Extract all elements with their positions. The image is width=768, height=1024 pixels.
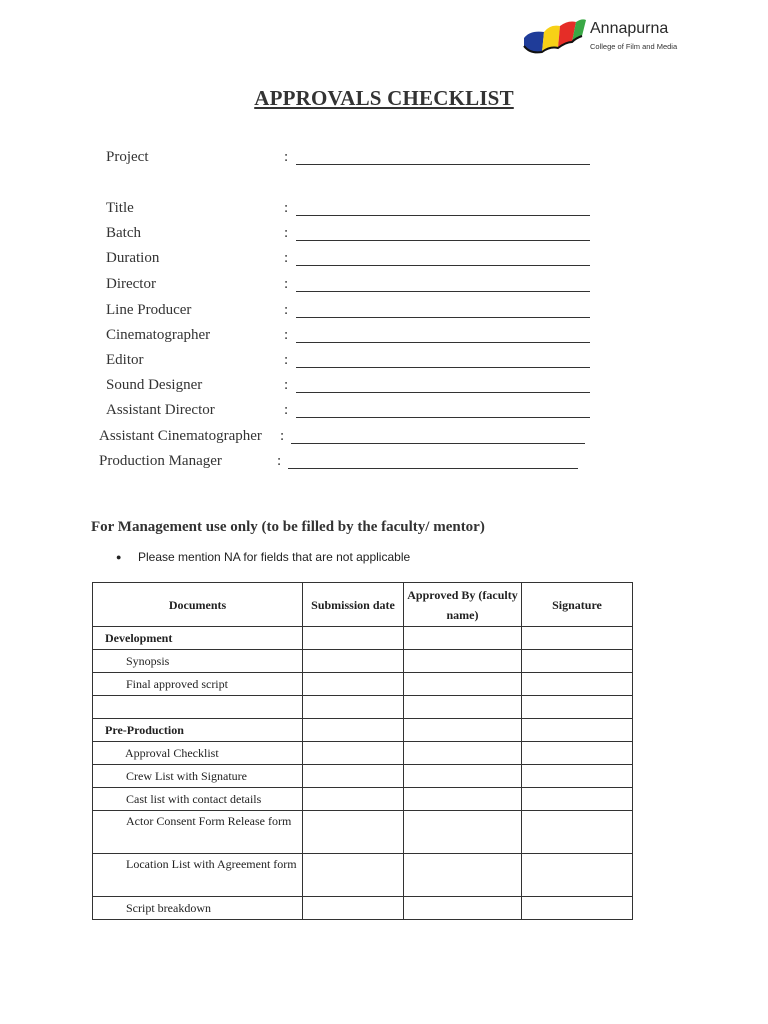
signature-cell[interactable] [522, 854, 633, 897]
field-label: Assistant Director [106, 402, 215, 418]
assistant-cinematographer-input-line[interactable] [291, 443, 585, 444]
submission-date-cell[interactable] [303, 788, 404, 811]
section-label: Development [93, 627, 303, 650]
table-header-row [93, 583, 633, 627]
field-colon: : [284, 352, 289, 368]
field-label: Project [106, 149, 149, 165]
document-label: Synopsis [93, 650, 303, 673]
sound-designer-input-line[interactable] [296, 392, 590, 393]
submission-date-cell[interactable] [303, 742, 404, 765]
approved-by-cell[interactable] [404, 742, 522, 765]
signature-cell[interactable] [522, 650, 633, 673]
table-row [93, 719, 633, 742]
signature-cell[interactable] [522, 673, 633, 696]
field-colon: : [284, 225, 289, 241]
college-logo [520, 16, 680, 60]
table-row [93, 811, 633, 854]
field-label: Director [106, 276, 156, 292]
cinematographer-input-line[interactable] [296, 342, 590, 343]
header-documents: Documents [93, 583, 303, 627]
submission-date-cell[interactable] [303, 854, 404, 897]
signature-cell[interactable] [522, 742, 633, 765]
signature-cell[interactable] [522, 765, 633, 788]
signature-cell[interactable] [522, 897, 633, 920]
table-row [93, 765, 633, 788]
submission-date-cell[interactable] [303, 897, 404, 920]
field-colon: : [284, 276, 289, 292]
logo-name: Annapurna [590, 20, 669, 37]
table-row [93, 673, 633, 696]
table-row [93, 627, 633, 650]
field-colon: : [284, 200, 289, 216]
director-input-line[interactable] [296, 291, 590, 292]
header-approved-by: Approved By (faculty name) [404, 583, 522, 627]
submission-date-cell[interactable] [303, 696, 404, 719]
approved-by-cell[interactable] [404, 788, 522, 811]
field-label: Duration [106, 250, 160, 266]
table-row [93, 854, 633, 897]
document-label: Location List with Agreement form [93, 854, 303, 897]
approved-by-cell[interactable] [404, 854, 522, 897]
bullet-icon: ● [116, 552, 122, 562]
document-label: Crew List with Signature [93, 765, 303, 788]
editor-input-line[interactable] [296, 367, 590, 368]
production-manager-input-line[interactable] [288, 468, 578, 469]
submission-date-cell[interactable] [303, 765, 404, 788]
line-producer-input-line[interactable] [296, 317, 590, 318]
duration-input-line[interactable] [296, 265, 590, 266]
header-signature: Signature [522, 583, 633, 627]
project-input-line[interactable] [296, 164, 590, 165]
field-label: Sound Designer [106, 377, 203, 393]
field-label: Title [106, 200, 134, 216]
signature-cell[interactable] [522, 627, 633, 650]
approved-by-cell[interactable] [404, 696, 522, 719]
field-label: Cinematographer [106, 327, 211, 343]
submission-date-cell[interactable] [303, 627, 404, 650]
field-colon: : [284, 402, 289, 418]
approvals-table [92, 582, 633, 920]
table-row [93, 897, 633, 920]
field-colon: : [284, 149, 289, 165]
field-colon: : [284, 302, 289, 318]
field-label: Production Manager [99, 453, 222, 469]
approved-by-cell[interactable] [404, 627, 522, 650]
management-heading: For Management use only (to be filled by the faculty/ mentor) [91, 519, 485, 535]
field-label: Line Producer [106, 302, 192, 318]
field-label: Assistant Cinematographer [99, 428, 262, 444]
section-label: Pre-Production [93, 719, 303, 742]
approved-by-cell[interactable] [404, 897, 522, 920]
field-label: Batch [106, 225, 141, 241]
note-text: Please mention NA for fields that are not applicable [138, 550, 411, 564]
approved-by-cell[interactable] [404, 673, 522, 696]
field-colon: : [284, 250, 289, 266]
table-row [93, 742, 633, 765]
header-submission-date: Submission date [303, 583, 404, 627]
signature-cell[interactable] [522, 719, 633, 742]
approved-by-cell[interactable] [404, 811, 522, 854]
submission-date-cell[interactable] [303, 811, 404, 854]
document-label: Approval Checklist [93, 742, 303, 765]
field-colon: : [284, 377, 289, 393]
approved-by-cell[interactable] [404, 765, 522, 788]
document-label [93, 696, 303, 719]
field-colon: : [280, 428, 285, 444]
logo-tagline: College of Film and Media [590, 42, 678, 51]
approved-by-cell[interactable] [404, 650, 522, 673]
document-label: Actor Consent Form Release form [93, 811, 303, 854]
table-row [93, 650, 633, 673]
instruction-note [116, 550, 410, 564]
submission-date-cell[interactable] [303, 719, 404, 742]
signature-cell[interactable] [522, 811, 633, 854]
field-colon: : [277, 453, 282, 469]
signature-cell[interactable] [522, 788, 633, 811]
field-colon: : [284, 327, 289, 343]
title-input-line[interactable] [296, 215, 590, 216]
document-label: Final approved script [93, 673, 303, 696]
document-label: Cast list with contact details [93, 788, 303, 811]
page-title: APPROVALS CHECKLIST [254, 86, 514, 110]
document-label: Script breakdown [93, 897, 303, 920]
batch-input-line[interactable] [296, 240, 590, 241]
table-row [93, 788, 633, 811]
submission-date-cell[interactable] [303, 650, 404, 673]
approved-by-cell[interactable] [404, 719, 522, 742]
signature-cell[interactable] [522, 696, 633, 719]
field-label: Editor [106, 352, 144, 368]
submission-date-cell[interactable] [303, 673, 404, 696]
film-strip-logo-icon [520, 16, 588, 60]
table-row [93, 696, 633, 719]
assistant-director-input-line[interactable] [296, 417, 590, 418]
